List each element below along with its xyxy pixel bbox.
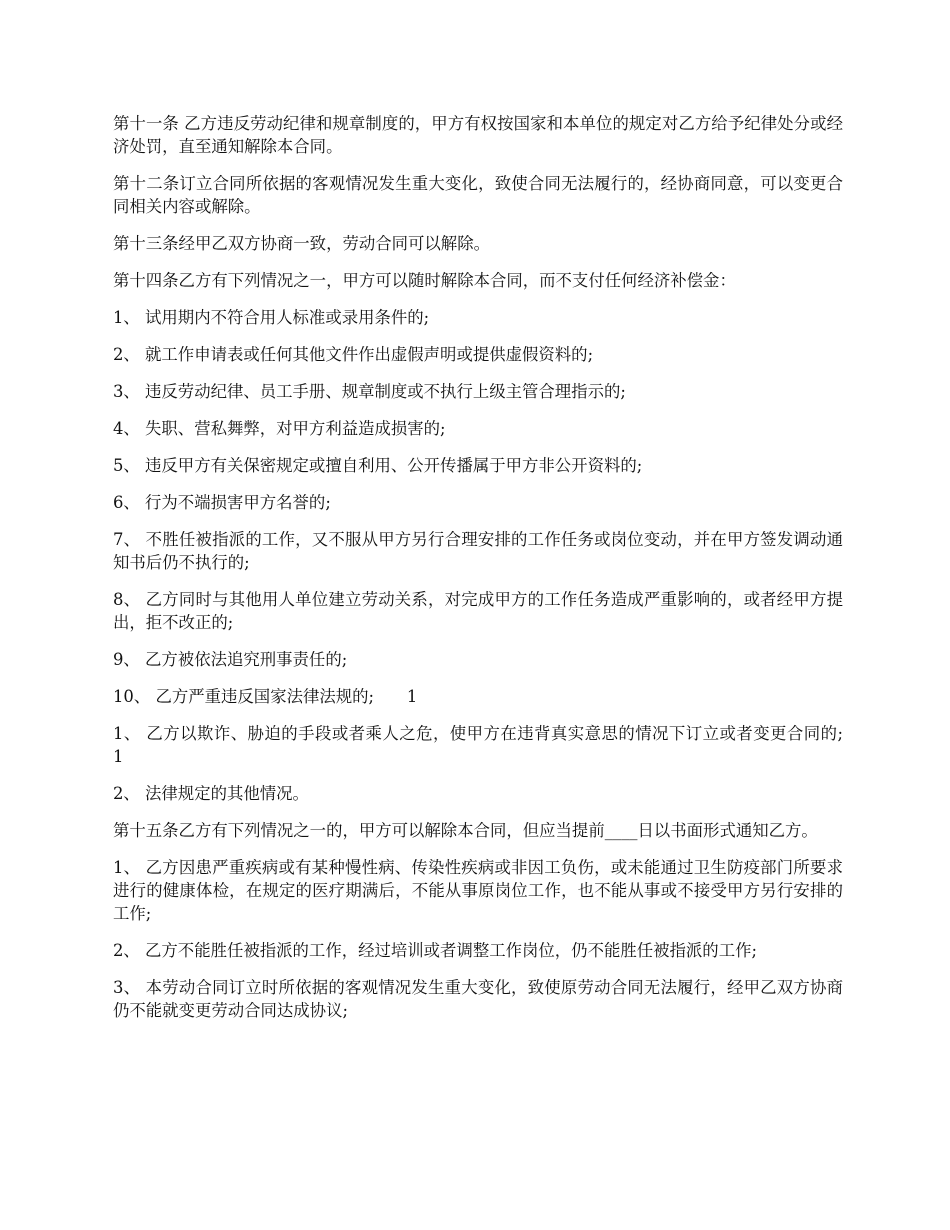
list-item: 2、 法律规定的其他情况。 [113, 784, 309, 803]
article-14: 第十四条乙方有下列情况之一，甲方可以随时解除本合同，而不支付任何经济补偿金： [113, 271, 736, 290]
article-12: 第十二条订立合同所依据的客观情况发生重大变化，致使合同无法履行的，经协商同意，可以变更合同相关内容或解除。 [113, 174, 843, 216]
list-item: 1、 乙方以欺诈、胁迫的手段或者乘人之危，使甲方在违背真实意思的情况下订立或者变更合同的; 1 [113, 724, 876, 766]
article-11: 第十一条 乙方违反劳动纪律和规章制度的，甲方有权按国家和本单位的规定对乙方给予纪律处分或经济处罚，直至通知解除本合同。 [113, 114, 843, 156]
list-item: 2、 乙方不能胜任被指派的工作，经过培训或者调整工作岗位，仍不能胜任被指派的工作; [113, 941, 758, 960]
list-item: 2、 就工作申请表或任何其他文件作出虚假声明或提供虚假资料的; [113, 345, 594, 364]
list-item: 10、 乙方严重违反国家法律法规的; 1 [113, 687, 418, 706]
list-item: 1、 乙方因患严重疾病或有某种慢性病、传染性疾病或非因工负伤，或未能通过卫生防疫部门所要求进行的健康体检，在规定的医疗期满后，不能从事原岗位工作，也不能从事或不接受甲方另行安排的工作; [113, 858, 843, 923]
list-item: 1、 试用期内不符合用人标准或录用条件的; [113, 308, 430, 327]
list-item: 3、 本劳动合同订立时所依据的客观情况发生重大变化，致使原劳动合同无法履行，经甲乙双方协商仍不能就变更劳动合同达成协议; [113, 978, 843, 1020]
list-item: 4、 失职、营私舞弊，对甲方利益造成损害的; [113, 419, 446, 438]
article-15: 第十五条乙方有下列情况之一的，甲方可以解除本合同，但应当提前____日以书面形式通知乙方。 [113, 821, 818, 840]
list-item: 9、 乙方被依法追究刑事责任的; [113, 650, 348, 669]
list-item: 7、 不胜任被指派的工作，又不服从甲方另行合理安排的工作任务或岗位变动，并在甲方签发调动通知书后仍不执行的; [113, 530, 843, 572]
list-item: 8、 乙方同时与其他用人单位建立劳动关系，对完成甲方的工作任务造成严重影响的，或者经甲方提出，拒不改正的; [113, 590, 843, 632]
list-item: 3、 违反劳动纪律、员工手册、规章制度或不执行上级主管合理指示的; [113, 382, 626, 401]
document-body [113, 112, 876, 1036]
article-13: 第十三条经甲乙双方协商一致，劳动合同可以解除。 [113, 234, 490, 253]
list-item: 5、 违反甲方有关保密规定或擅自利用、公开传播属于甲方非公开资料的; [113, 456, 643, 475]
list-item: 6、 行为不端损害甲方名誉的; [113, 493, 331, 512]
